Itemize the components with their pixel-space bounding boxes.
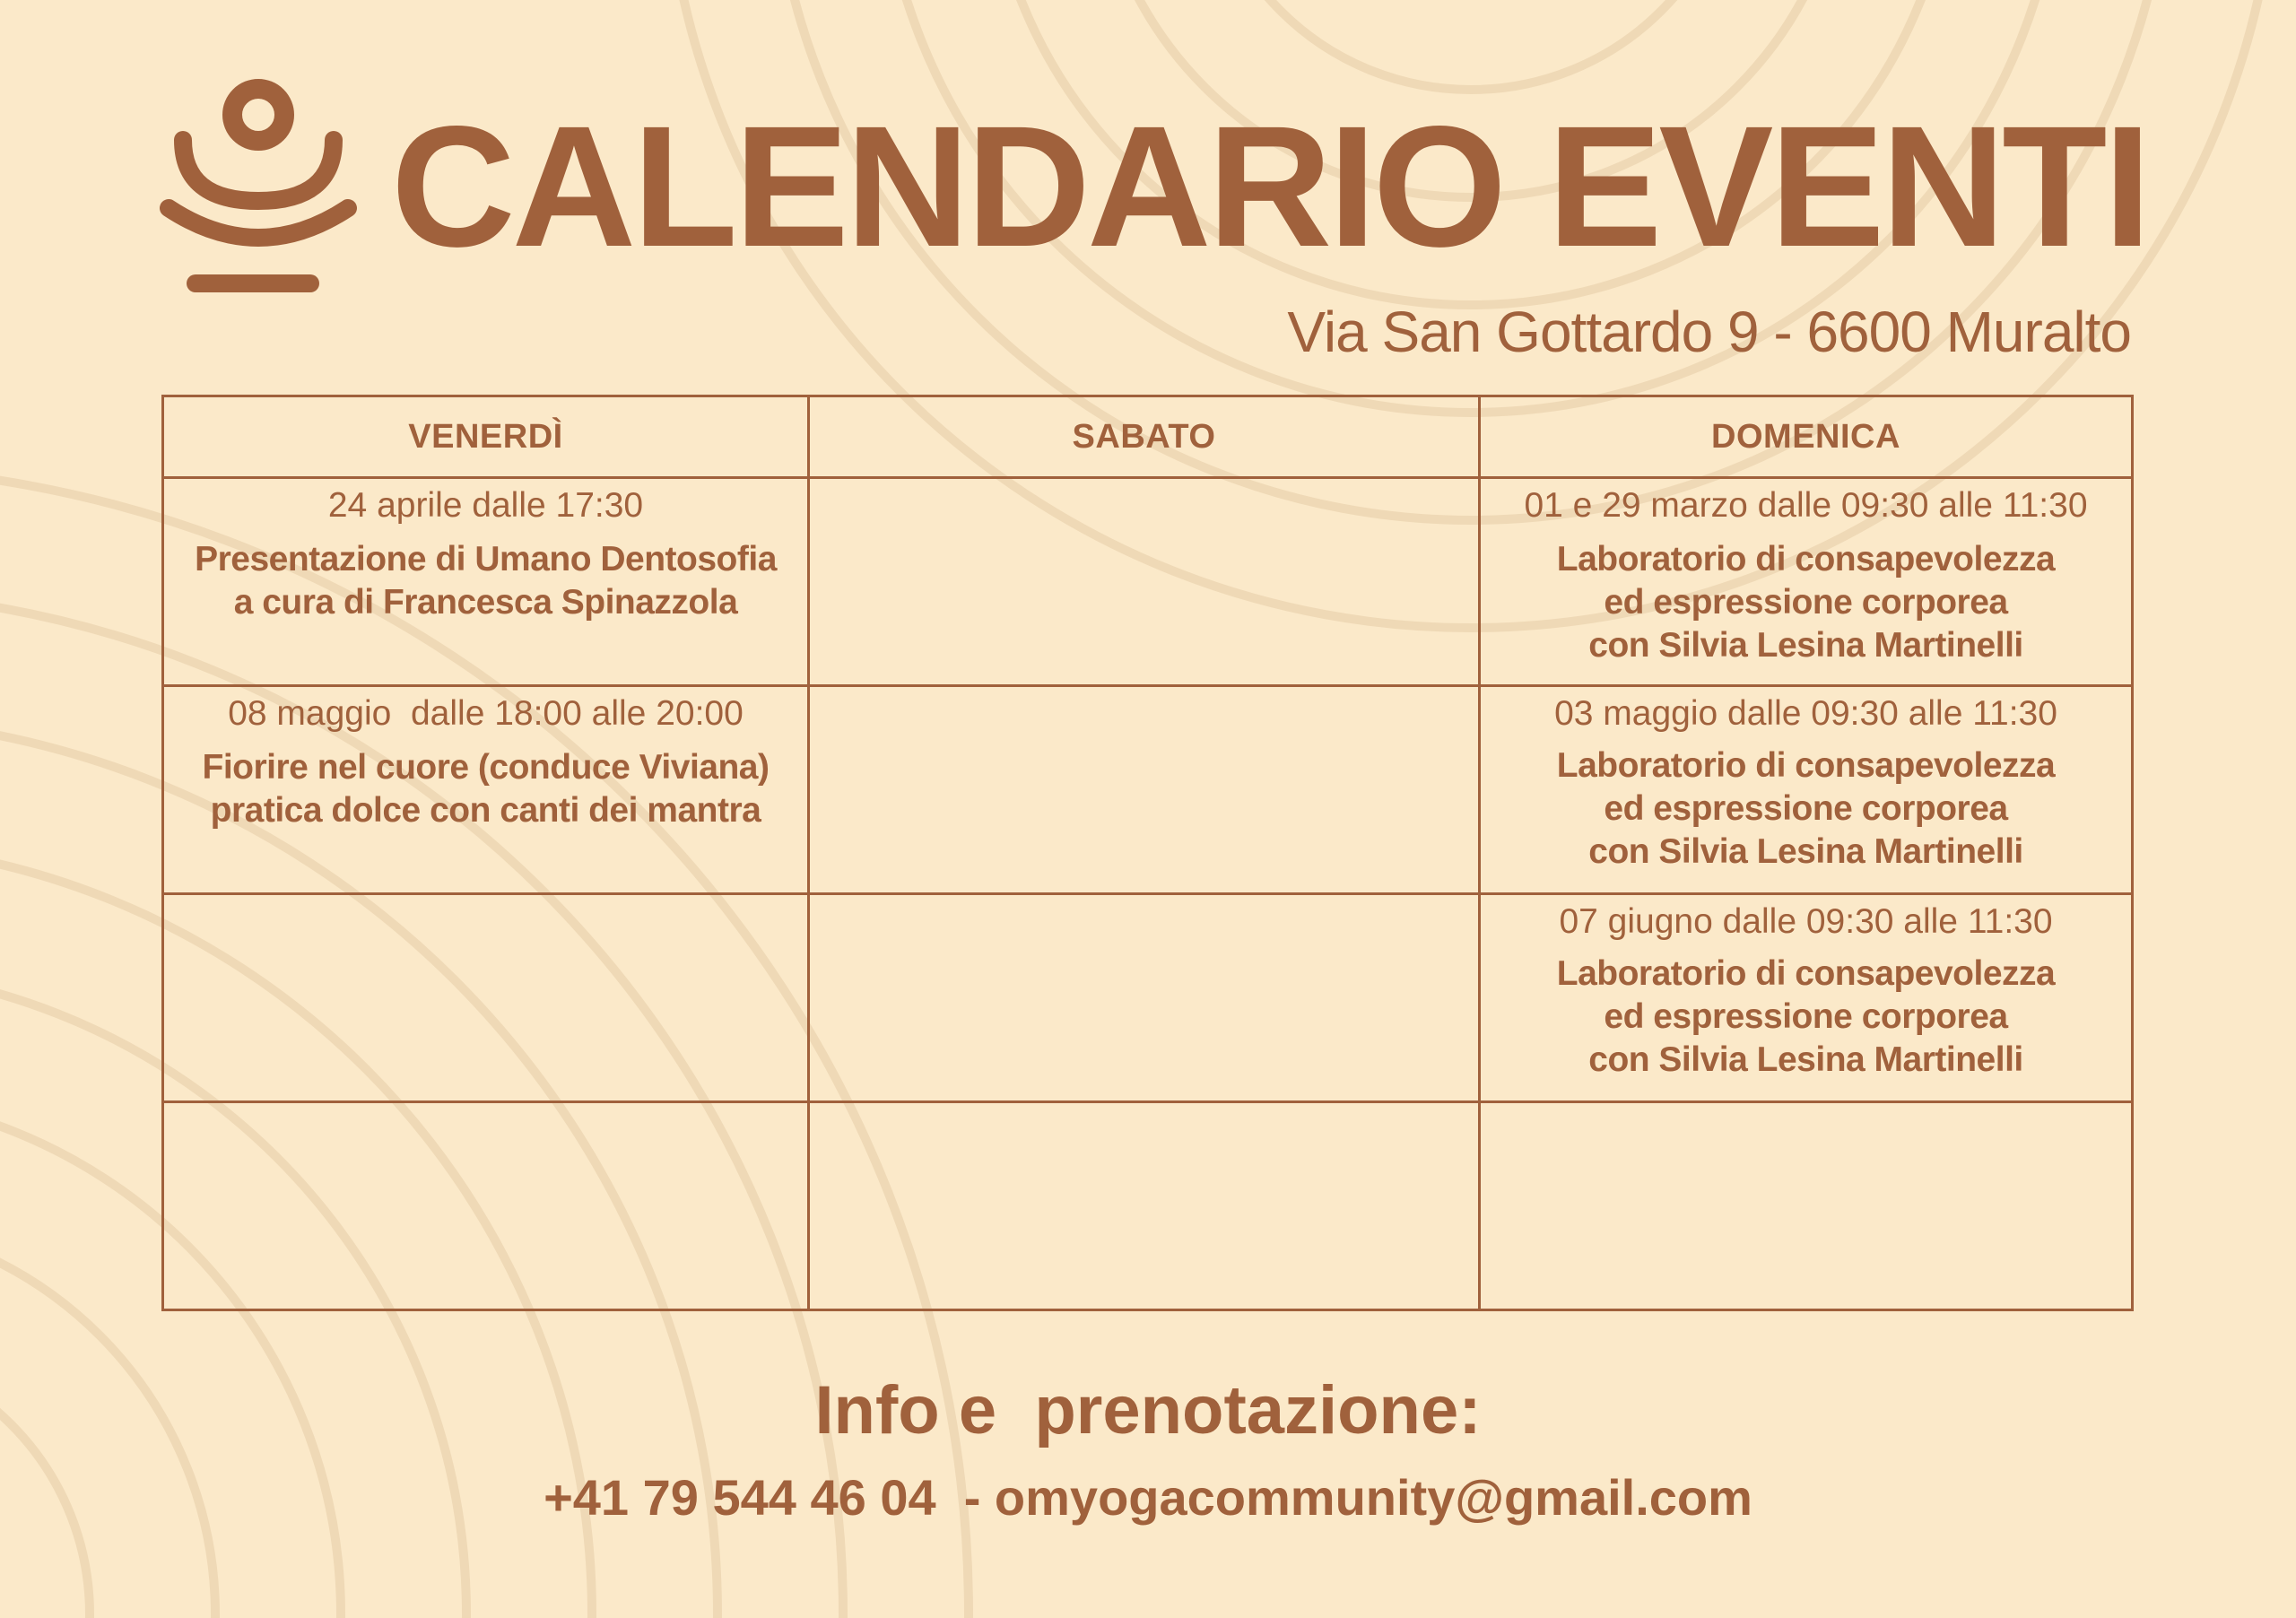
- sunday-cell: [1480, 894, 2133, 1102]
- sunday-cell: [1480, 478, 2133, 686]
- column-header-saturday: SABATO: [809, 396, 1480, 478]
- meditation-figure-icon: [158, 72, 359, 298]
- event-title: Laboratorio di consapevolezza ed espressione corporea con Silvia Lesina Martinelli: [1556, 746, 2056, 871]
- friday-cell: [163, 1102, 809, 1310]
- event-date: 07 giugno dalle 09:30 alle 11:30: [1559, 902, 2053, 941]
- info-heading: Info e prenotazione:: [814, 1372, 1482, 1448]
- events-calendar-table: [161, 395, 2134, 1311]
- table-header-row: [163, 396, 2133, 478]
- event-title: Laboratorio di consapevolezza ed espressione corporea con Silvia Lesina Martinelli: [1556, 540, 2056, 665]
- event-date: 08 maggio dalle 18:00 alle 20:00: [228, 694, 744, 733]
- table-row: [163, 686, 2133, 894]
- friday-cell: [163, 894, 809, 1102]
- saturday-cell: [809, 686, 1480, 894]
- column-header-friday: VENERDÌ: [163, 396, 809, 478]
- page-title: CALENDARIO EVENTI: [391, 90, 2148, 283]
- saturday-cell: [809, 894, 1480, 1102]
- event-title: Laboratorio di consapevolezza ed espressione corporea con Silvia Lesina Martinelli: [1556, 954, 2056, 1079]
- address: Via San Gottardo 9 - 6600 Muralto: [1287, 300, 2131, 364]
- event-date: 03 maggio dalle 09:30 alle 11:30: [1554, 694, 2057, 733]
- event-date: 01 e 29 marzo dalle 09:30 alle 11:30: [1524, 486, 2088, 525]
- event-title: Presentazione di Umano Dentosofia a cura di Francesca Spinazzola: [195, 540, 777, 622]
- event-date: 24 aprile dalle 17:30: [327, 486, 644, 525]
- contact-info: +41 79 544 46 04 - omyogacommunity@gmail.com: [544, 1469, 1752, 1526]
- event-title: Fiorire nel cuore (conduce Viviana) pratica dolce con canti dei mantra: [202, 748, 770, 830]
- sunday-cell: [1480, 686, 2133, 894]
- table-row: [163, 1102, 2133, 1310]
- saturday-cell: [809, 1102, 1480, 1310]
- saturday-cell: [809, 478, 1480, 686]
- sunday-cell: [1480, 1102, 2133, 1310]
- friday-cell: [163, 478, 809, 686]
- table-row: [163, 478, 2133, 686]
- friday-cell: [163, 686, 809, 894]
- column-header-sunday: DOMENICA: [1480, 396, 2133, 478]
- table-row: [163, 894, 2133, 1102]
